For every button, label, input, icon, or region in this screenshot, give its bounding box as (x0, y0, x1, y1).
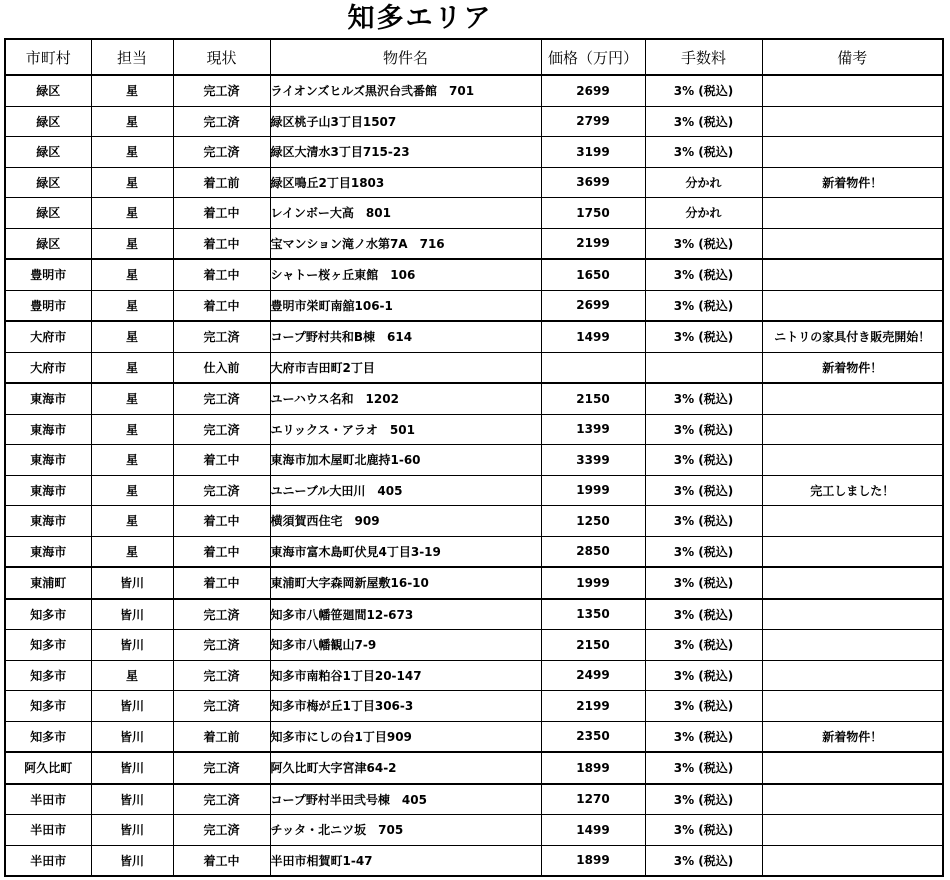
agent-cell: 皆川 (91, 630, 173, 661)
fee-cell: 3% (税込) (645, 721, 762, 752)
fee-cell: 3% (税込) (645, 475, 762, 506)
price-cell: 2150 (541, 383, 645, 414)
status-cell: 着工中 (173, 259, 270, 290)
property-name-cell: 横須賀西住宅 909 (270, 506, 541, 537)
property-name-cell: 知多市八幡観山7-9 (270, 630, 541, 661)
note-cell (762, 691, 943, 722)
note-cell (762, 228, 943, 259)
city-cell: 知多市 (5, 660, 91, 691)
note-cell (762, 414, 943, 445)
note-cell: ニトリの家具付き販売開始！ (762, 321, 943, 352)
city-cell: 豊明市 (5, 290, 91, 321)
property-name-cell: 緑区大清水3丁目715-23 (270, 137, 541, 168)
note-cell (762, 198, 943, 229)
note-cell (762, 536, 943, 567)
price-cell: 2799 (541, 106, 645, 137)
status-cell: 着工中 (173, 228, 270, 259)
price-cell: 1270 (541, 784, 645, 815)
table-row (5, 845, 943, 876)
fee-cell: 3% (税込) (645, 567, 762, 599)
table-row (5, 475, 943, 506)
header-agent: 担当 (91, 39, 173, 75)
property-name-cell: 半田市相賀町1-47 (270, 845, 541, 876)
table-row (5, 536, 943, 567)
table-row (5, 630, 943, 661)
fee-cell: 3% (税込) (645, 445, 762, 476)
property-name-cell: コープ野村共和B棟 614 (270, 321, 541, 352)
agent-cell: 皆川 (91, 815, 173, 846)
price-cell: 1750 (541, 198, 645, 229)
agent-cell: 星 (91, 321, 173, 352)
note-cell (762, 630, 943, 661)
fee-cell: 3% (税込) (645, 137, 762, 168)
price-cell: 1899 (541, 752, 645, 784)
note-cell (762, 290, 943, 321)
city-cell: 知多市 (5, 721, 91, 752)
status-cell: 完工済 (173, 475, 270, 506)
table-row (5, 290, 943, 321)
status-cell: 完工済 (173, 75, 270, 106)
table-row (5, 660, 943, 691)
agent-cell: 星 (91, 198, 173, 229)
property-name-cell: ライオンズヒルズ黒沢台弐番館 701 (270, 75, 541, 106)
agent-cell: 星 (91, 290, 173, 321)
price-cell: 1650 (541, 259, 645, 290)
property-name-cell: 東海市富木島町伏見4丁目3-19 (270, 536, 541, 567)
agent-cell: 星 (91, 106, 173, 137)
status-cell: 完工済 (173, 630, 270, 661)
status-cell: 着工中 (173, 290, 270, 321)
agent-cell: 星 (91, 506, 173, 537)
agent-cell: 皆川 (91, 784, 173, 815)
city-cell: 緑区 (5, 106, 91, 137)
agent-cell: 星 (91, 445, 173, 476)
fee-cell: 分かれ (645, 198, 762, 229)
note-cell (762, 784, 943, 815)
agent-cell: 皆川 (91, 691, 173, 722)
city-cell: 緑区 (5, 228, 91, 259)
status-cell: 完工済 (173, 383, 270, 414)
city-cell: 東海市 (5, 506, 91, 537)
note-cell (762, 259, 943, 290)
table-row (5, 228, 943, 259)
status-cell: 完工済 (173, 815, 270, 846)
city-cell: 緑区 (5, 198, 91, 229)
status-cell: 完工済 (173, 691, 270, 722)
note-cell (762, 845, 943, 876)
agent-cell: 星 (91, 536, 173, 567)
fee-cell: 3% (税込) (645, 506, 762, 537)
price-cell: 1250 (541, 506, 645, 537)
price-cell: 2499 (541, 660, 645, 691)
property-name-cell: エリックス・アラオ 501 (270, 414, 541, 445)
property-name-cell: 知多市にしの台1丁目909 (270, 721, 541, 752)
city-cell: 東海市 (5, 475, 91, 506)
note-cell (762, 445, 943, 476)
status-cell: 着工中 (173, 845, 270, 876)
city-cell: 緑区 (5, 137, 91, 168)
note-cell (762, 106, 943, 137)
table-row (5, 567, 943, 599)
agent-cell: 皆川 (91, 752, 173, 784)
status-cell: 着工中 (173, 445, 270, 476)
table-row (5, 691, 943, 722)
agent-cell: 星 (91, 660, 173, 691)
table-row (5, 106, 943, 137)
table-row (5, 259, 943, 290)
property-name-cell: 知多市梅が丘1丁目306-3 (270, 691, 541, 722)
property-name-cell: 宝マンション滝ノ水第7A 716 (270, 228, 541, 259)
city-cell: 東海市 (5, 383, 91, 414)
note-cell (762, 752, 943, 784)
property-name-cell: 緑区鳴丘2丁目1803 (270, 167, 541, 198)
note-cell: 新着物件！ (762, 167, 943, 198)
agent-cell: 皆川 (91, 567, 173, 599)
property-name-cell: コープ野村半田弐号棟 405 (270, 784, 541, 815)
fee-cell: 3% (税込) (645, 691, 762, 722)
note-cell (762, 660, 943, 691)
price-cell: 1999 (541, 475, 645, 506)
status-cell: 着工中 (173, 536, 270, 567)
price-cell: 2699 (541, 290, 645, 321)
agent-cell: 皆川 (91, 599, 173, 630)
status-cell: 着工中 (173, 506, 270, 537)
agent-cell: 皆川 (91, 721, 173, 752)
table-row (5, 137, 943, 168)
status-cell: 完工済 (173, 106, 270, 137)
table-row (5, 414, 943, 445)
note-cell (762, 137, 943, 168)
header-row (5, 39, 943, 75)
note-cell: 新着物件！ (762, 352, 943, 383)
city-cell: 阿久比町 (5, 752, 91, 784)
table-row (5, 75, 943, 106)
table-row (5, 752, 943, 784)
fee-cell: 3% (税込) (645, 599, 762, 630)
fee-cell: 3% (税込) (645, 290, 762, 321)
table-row (5, 352, 943, 383)
status-cell: 仕入前 (173, 352, 270, 383)
city-cell: 半田市 (5, 815, 91, 846)
agent-cell: 星 (91, 475, 173, 506)
property-name-cell: 阿久比町大字宮津64-2 (270, 752, 541, 784)
note-cell: 完工しました！ (762, 475, 943, 506)
fee-cell: 3% (税込) (645, 75, 762, 106)
status-cell: 着工前 (173, 167, 270, 198)
status-cell: 完工済 (173, 137, 270, 168)
note-cell (762, 599, 943, 630)
price-cell: 2350 (541, 721, 645, 752)
city-cell: 緑区 (5, 167, 91, 198)
table-row (5, 383, 943, 414)
agent-cell: 星 (91, 383, 173, 414)
fee-cell: 3% (税込) (645, 106, 762, 137)
fee-cell: 3% (税込) (645, 845, 762, 876)
price-cell: 2850 (541, 536, 645, 567)
status-cell: 着工前 (173, 721, 270, 752)
note-cell: 新着物件！ (762, 721, 943, 752)
property-name-cell: チッタ・北ニツ坂 705 (270, 815, 541, 846)
city-cell: 大府市 (5, 321, 91, 352)
price-cell: 1899 (541, 845, 645, 876)
table-row (5, 445, 943, 476)
property-name-cell: ユニーブル大田川 405 (270, 475, 541, 506)
city-cell: 大府市 (5, 352, 91, 383)
note-cell (762, 75, 943, 106)
property-name-cell: 知多市南粕谷1丁目20-147 (270, 660, 541, 691)
price-cell: 1499 (541, 321, 645, 352)
table-row (5, 599, 943, 630)
agent-cell: 星 (91, 137, 173, 168)
fee-cell: 3% (税込) (645, 630, 762, 661)
city-cell: 豊明市 (5, 259, 91, 290)
agent-cell: 星 (91, 414, 173, 445)
city-cell: 東海市 (5, 445, 91, 476)
agent-cell: 星 (91, 259, 173, 290)
fee-cell: 3% (税込) (645, 815, 762, 846)
price-cell: 2150 (541, 630, 645, 661)
fee-cell: 3% (税込) (645, 383, 762, 414)
property-name-cell: 知多市八幡笹廻間12-673 (270, 599, 541, 630)
status-cell: 完工済 (173, 784, 270, 815)
status-cell: 完工済 (173, 599, 270, 630)
agent-cell: 星 (91, 352, 173, 383)
fee-cell: 3% (税込) (645, 784, 762, 815)
header-price: 価格（万円） (541, 39, 645, 75)
price-cell: 1499 (541, 815, 645, 846)
property-name-cell: 緑区桃子山3丁目1507 (270, 106, 541, 137)
city-cell: 知多市 (5, 599, 91, 630)
property-name-cell: 大府市吉田町2丁目 (270, 352, 541, 383)
fee-cell: 3% (税込) (645, 228, 762, 259)
city-cell: 半田市 (5, 784, 91, 815)
header-city: 市町村 (5, 39, 91, 75)
property-name-cell: 東海市加木屋町北鹿持1-60 (270, 445, 541, 476)
price-cell: 3199 (541, 137, 645, 168)
price-cell (541, 352, 645, 383)
city-cell: 緑区 (5, 75, 91, 106)
note-cell (762, 383, 943, 414)
fee-cell: 3% (税込) (645, 536, 762, 567)
city-cell: 半田市 (5, 845, 91, 876)
price-cell: 2199 (541, 691, 645, 722)
table-row (5, 198, 943, 229)
status-cell: 着工中 (173, 198, 270, 229)
property-name-cell: 豊明市栄町南舘106-1 (270, 290, 541, 321)
fee-cell: 3% (税込) (645, 660, 762, 691)
property-table (4, 38, 944, 877)
price-cell: 2199 (541, 228, 645, 259)
note-cell (762, 815, 943, 846)
price-cell: 1399 (541, 414, 645, 445)
header-property-name: 物件名 (270, 39, 541, 75)
fee-cell: 3% (税込) (645, 321, 762, 352)
status-cell: 完工済 (173, 660, 270, 691)
property-name-cell: レインボー大高 801 (270, 198, 541, 229)
price-cell: 2699 (541, 75, 645, 106)
fee-cell: 分かれ (645, 167, 762, 198)
table-row (5, 721, 943, 752)
city-cell: 知多市 (5, 691, 91, 722)
table-row (5, 815, 943, 846)
agent-cell: 星 (91, 228, 173, 259)
property-name-cell: ユーハウス名和 1202 (270, 383, 541, 414)
header-status: 現状 (173, 39, 270, 75)
note-cell (762, 567, 943, 599)
status-cell: 完工済 (173, 321, 270, 352)
note-cell (762, 506, 943, 537)
fee-cell: 3% (税込) (645, 259, 762, 290)
price-cell: 3699 (541, 167, 645, 198)
fee-cell (645, 352, 762, 383)
price-cell: 1350 (541, 599, 645, 630)
table-row (5, 321, 943, 352)
status-cell: 完工済 (173, 752, 270, 784)
fee-cell: 3% (税込) (645, 752, 762, 784)
header-fee: 手数料 (645, 39, 762, 75)
price-cell: 3399 (541, 445, 645, 476)
property-name-cell: 東浦町大字森岡新屋敷16-10 (270, 567, 541, 599)
table-row (5, 167, 943, 198)
fee-cell: 3% (税込) (645, 414, 762, 445)
sheet-title: 知多エリア (347, 3, 493, 34)
agent-cell: 星 (91, 167, 173, 198)
city-cell: 東海市 (5, 414, 91, 445)
header-note: 備考 (762, 39, 943, 75)
table-row (5, 506, 943, 537)
price-cell: 1999 (541, 567, 645, 599)
agent-cell: 皆川 (91, 845, 173, 876)
status-cell: 着工中 (173, 567, 270, 599)
city-cell: 東海市 (5, 536, 91, 567)
property-name-cell: シャトー桜ヶ丘東館 106 (270, 259, 541, 290)
city-cell: 知多市 (5, 630, 91, 661)
city-cell: 東浦町 (5, 567, 91, 599)
status-cell: 完工済 (173, 414, 270, 445)
agent-cell: 星 (91, 75, 173, 106)
table-row (5, 784, 943, 815)
